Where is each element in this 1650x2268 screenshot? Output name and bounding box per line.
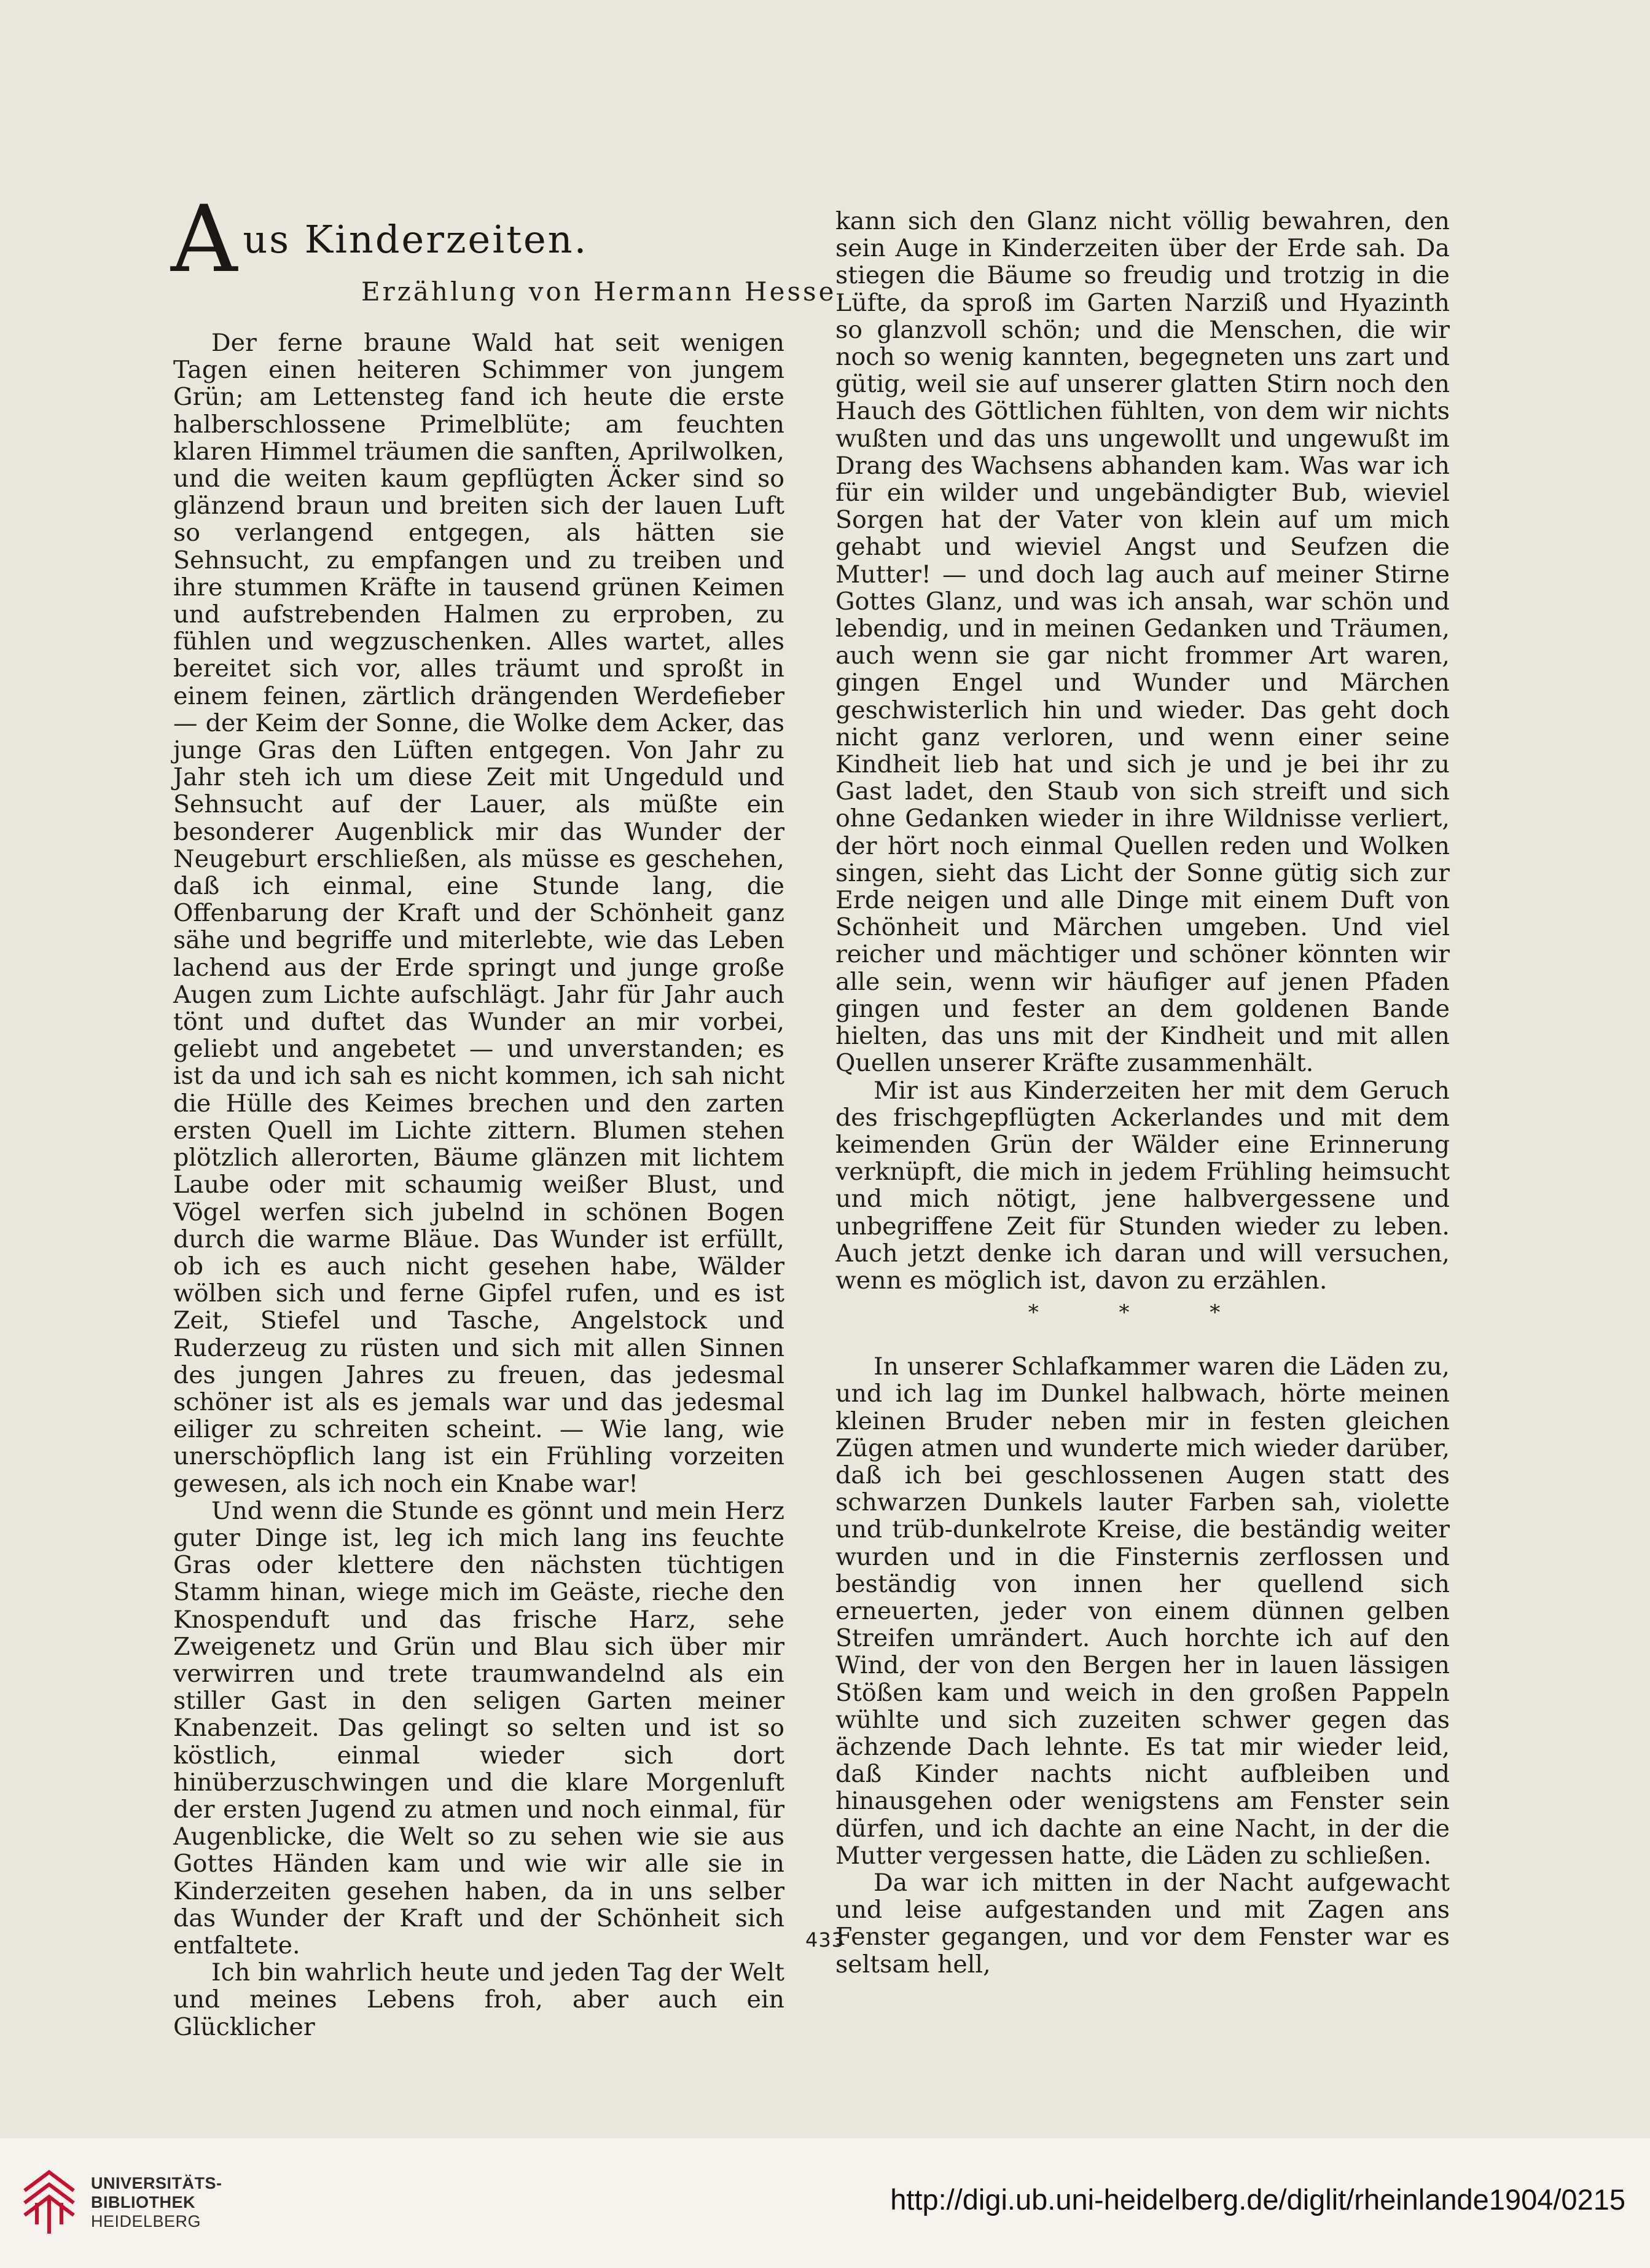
digitization-footer	[0, 2138, 1650, 2268]
asterisk-divider: * * *	[1028, 1300, 1257, 1325]
body-paragraph: In unserer Schlafkammer waren die Läden zu, und ich lag im Dunkel halbwach, hörte meinen kleinen Bruder neben mir in festen gleichen Zügen atmen und wunderte mich wieder darüber, daß ich bei geschlossenen Augen statt des schwarzen Dunkels lauter Farben sah, violette und trüb-dunkelrote Kreise, die beständig weiter wurden und in die Finsternis zerflossen und beständig von innen her quellend sich erneuerten, jeder von einem dünnen gelben Streifen umrändert. Auch horchte ich auf den Wind, der von den Bergen her in lauen lässigen Stößen kam und weich in den großen Pappeln wühlte und sich zuzeiten schwer gegen das ächzende Dach lehnte. Es tat mir wieder leid, daß Kinder nachts nicht aufbleiben und hinausgehen oder wenigstens am Fenster sein dürfen, und ich dachte an eine Nacht, in der die Mutter vergessen hatte, die Läden zu schließen.	[835, 1352, 1450, 1870]
title-initial: A	[171, 186, 240, 293]
library-name-line: BIBLIOTHEK	[91, 2193, 195, 2211]
library-name-line: HEIDELBERG	[91, 2212, 201, 2231]
left-text-column	[173, 329, 784, 2041]
library-name	[91, 2174, 222, 2231]
page-number: 433	[805, 1928, 845, 1952]
body-paragraph: Da war ich mitten in der Nacht aufgewacht und leise aufgestanden und mit Zagen ans Fenster gegangen, und vor dem Fenster war es seltsam hell,	[835, 1868, 1450, 1979]
library-name-line: UNIVERSITÄTS-	[91, 2174, 222, 2192]
article-title	[171, 186, 785, 293]
body-paragraph: Und wenn die Stunde es gönnt und mein Herz guter Dinge ist, leg ich mich lang ins feuchte Gras oder klettere den nächsten tüchtigen Stamm hinan, wiege mich im Geäste, rieche den Knospenduft und das frische Harz, sehe Zweigenetz und Grün und Blau sich über mir verwirren und trete traumwandelnd als ein stiller Gast in den seligen Garten meiner Knabenzeit. Das gelingt so selten und ist so köstlich, einmal wieder sich dort hinüberzuschwingen und die klare Morgenluft der ersten Jugend zu atmen und noch einmal, für Augenblicke, die Welt so zu sehen wie sie aus Gottes Händen kam und wie wir alle sie in Kinderzeiten gesehen haben, da in uns selber das Wunder der Kraft und der Schönheit sich entfaltete.	[173, 1496, 784, 1960]
body-paragraph-continued: kann sich den Glanz nicht völlig bewahren, den sein Auge in Kinderzeiten über der Erde sah. Da stiegen die Bäume so freudig und trotzig in die Lüfte, da sproß im Garten Narziß und Hyazinth so glanzvoll schön; und die Menschen, die wir noch so wenig kannten, begegneten uns zart und gütig, weil sie auf unserer glatten Stirn noch den Hauch des Göttlichen fühlten, von dem wir nichts wußten und das uns ungewollt und ungewußt im Drang des Wachsens abhanden kam. Was war ich für ein wilder und ungebändigter Bub, wieviel Sorgen hat der Vater von klein auf um mich gehabt und wieviel Angst und Seufzen die Mutter! — und doch lag auch auf meiner Stirne Gottes Glanz, und was ich ansah, war schön und lebendig, und in meinen Gedanken und Träumen, auch wenn sie gar nicht frommer Art waren, gingen Engel und Wunder und Märchen geschwisterlich hin und wieder. Das geht doch nicht ganz verloren, und wenn einer seine Kindheit lieb hat und sich je und je bei ihr zu Gast ladet, den Staub von sich streift und sich ohne Gedanken wieder in ihre Wildnisse verliert, der hört noch einmal Quellen reden und Wolken singen, sieht das Licht der Sonne gütig sich zur Erde neigen und alle Dinge mit einem Duft von Schönheit und Märchen umgeben. Und viel reicher und mächtiger und schöner könnten wir alle sein, wenn wir häufiger auf jenen Pfaden gingen und fester an dem goldenen Bande hielten, das uns mit der Kindheit und mit allen Quellen unserer Kräfte zusammenhält.	[835, 207, 1450, 1078]
body-paragraph: Ich bin wahrlich heute und jeden Tag der Welt und meines Lebens froh, aber auch ein Glücklicher	[173, 1958, 784, 2041]
source-url-link[interactable]: http://digi.ub.uni-heidelberg.de/diglit/rheinlande1904/0215	[890, 2183, 1625, 2216]
body-paragraph: Mir ist aus Kinderzeiten her mit dem Geruch des frischgepflügten Ackerlandes und mit dem keimenden Grün der Wälder eine Erinnerung verknüpft, die mich in jedem Frühling heimsucht und mich nötigt, jene halbvergessene und unbegriffene Zeit für Stunden wieder zu leben. Auch jetzt denke ich daran und will versuchen, wenn es möglich ist, davon zu erzählen.	[835, 1076, 1450, 1295]
article-subtitle: Erzählung von Hermann Hesse.	[361, 277, 847, 307]
body-paragraph: Der ferne braune Wald hat seit wenigen Tagen einen heiteren Schimmer von jungem Grün; am Lettensteg fand ich heute die erste halberschlossene Primelblüte; am feuchten klaren Himmel träumen die sanften, Aprilwolken, und die weiten kaum gepflügten Äcker sind so glänzend braun und breiten sich der lauen Luft so verlangend entgegen, als hätten sie Sehnsucht, zu empfangen und zu treiben und ihre stummen Kräfte in tausend grünen Keimen und aufstrebenden Halmen zu erproben, zu fühlen und wegzuschenken. Alles wartet, alles bereitet sich vor, alles träumt und sproßt in einem feinen, zärtlich drängenden Werdefieber — der Keim der Sonne, die Wolke dem Acker, das junge Gras den Lüften entgegen. Von Jahr zu Jahr steh ich um diese Zeit mit Ungeduld und Sehnsucht auf der Lauer, als müßte ein besonderer Augenblick mir das Wunder der Neugeburt erschließen, als müsse es geschehen, daß ich einmal, eine Stunde lang, die Offenbarung der Kraft und der Schönheit ganz sähe und begriffe und miterlebte, wie das Leben lachend aus der Erde springt und junge große Augen zum Lichte aufschlägt. Jahr für Jahr auch tönt und duftet das Wunder an mir vorbei, geliebt und angebetet — und unverstanden; es ist da und ich sah es nicht kommen, ich sah nicht die Hülle des Keimes brechen und den zarten ersten Quell im Lichte zittern. Blumen stehen plötzlich allerorten, Bäume glänzen mit lichtem Laube oder mit schaumig weißer Blust, und Vögel werfen sich jubelnd in schönen Bogen durch die warme Bläue. Das Wunder ist erfüllt, ob ich es auch nicht gesehen habe, Wälder wölben sich und ferne Gipfel rufen, und es ist Zeit, Stiefel und Tasche, Angelstock und Ruderzeug zu rüsten und sich mit allen Sinnen des jungen Jahres zu freuen, das jedesmal schöner ist als es jemals war und das jedesmal eiliger zu schreiten scheint. — Wie lang, wie unerschöpflich lang ist ein Frühling vorzeiten gewesen, als ich noch ein Knabe war!	[173, 329, 784, 1498]
library-logo-icon	[18, 2166, 80, 2240]
title-rest: us Kinderzeiten.	[243, 217, 588, 262]
section-break-asterisks	[835, 1299, 1450, 1347]
article-heading	[171, 186, 847, 307]
right-text-column	[835, 207, 1450, 1979]
